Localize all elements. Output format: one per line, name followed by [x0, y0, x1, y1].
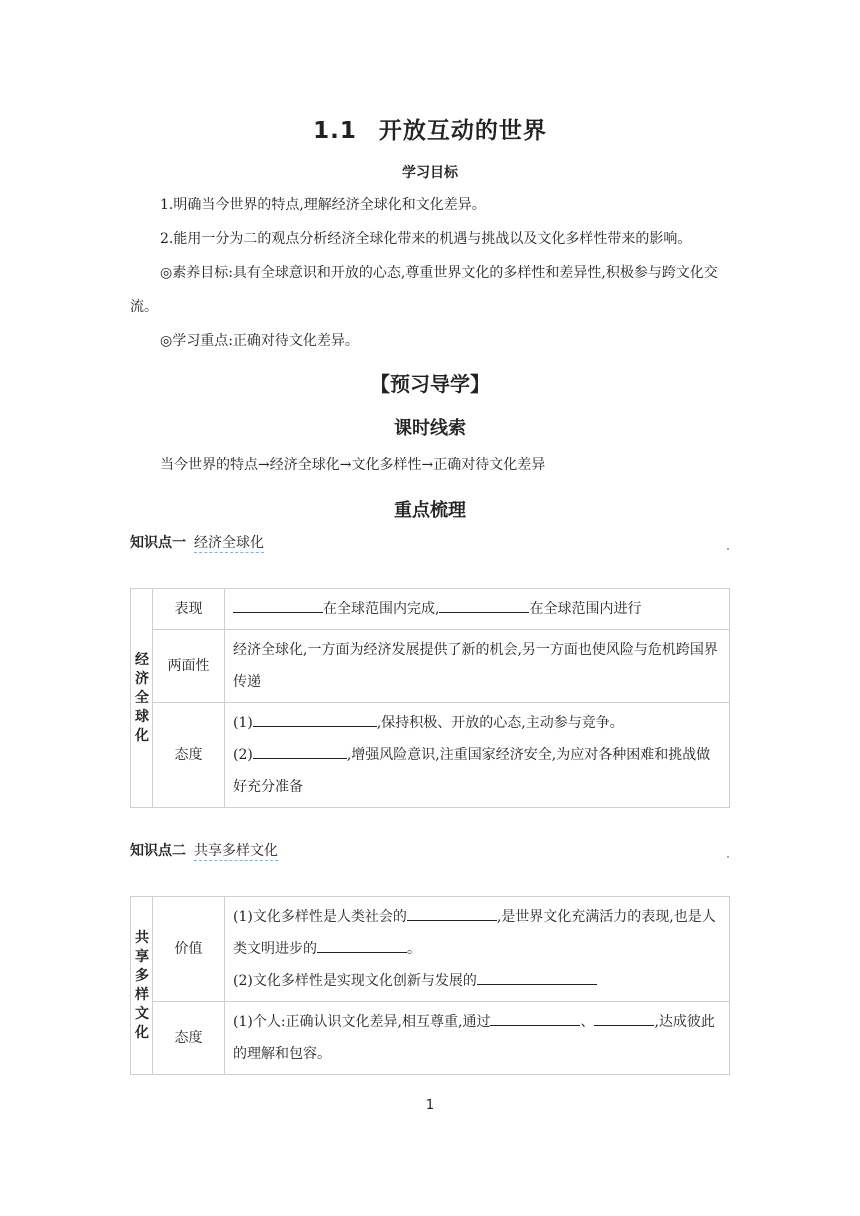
- row-content: 在全球范围内完成, 在全球范围内进行: [225, 589, 730, 630]
- row-content: (1)个人:正确认识文化差异,相互尊重,通过 、 ,达成彼此的理解和包容。: [225, 1002, 730, 1075]
- row-label: 态度: [153, 703, 225, 808]
- fill-blank[interactable]: [477, 968, 597, 985]
- table-row: [131, 1002, 730, 1075]
- goal-2: 2.能用一分为二的观点分析经济全球化带来的机遇与挑战以及文化多样性带来的影响。: [160, 231, 692, 247]
- row-content: 经济全球化,一方面为经济发展提供了新的机会,另一方面也使风险与危机跨国界传递: [225, 630, 730, 703]
- fill-blank[interactable]: [594, 1009, 654, 1026]
- row-label: 价值: [153, 897, 225, 1002]
- goal-1: 1.明确当今世界的特点,理解经济全球化和文化差异。: [160, 197, 486, 213]
- margin-mark: [727, 856, 729, 858]
- fill-blank[interactable]: [233, 596, 323, 613]
- knowledge-point-1: [130, 532, 264, 552]
- kp1-lead: 知识点一: [130, 535, 186, 551]
- fill-blank[interactable]: [317, 936, 407, 953]
- table-row: [131, 589, 730, 630]
- kp2-side-label: 共享多样文化: [131, 897, 153, 1075]
- fill-blank[interactable]: [490, 1009, 580, 1026]
- page-title: [130, 112, 730, 145]
- goal-4: ◎学习重点:正确对待文化差异。: [160, 333, 359, 349]
- kp2-table: [130, 896, 730, 1075]
- row-label: 表现: [153, 589, 225, 630]
- row-content: (1)文化多样性是人类社会的 ,是世界文化充满活力的表现,也是人类文明进步的 。 (2)文化多样性是实现文化创新与发展的: [225, 897, 730, 1002]
- clue-text: 当今世界的特点→经济全球化→文化多样性→正确对待文化差异: [160, 457, 546, 473]
- knowledge-point-2: [130, 840, 278, 860]
- kp1-table: [130, 588, 730, 808]
- goals-heading: 学习目标: [402, 165, 458, 181]
- fill-blank[interactable]: [407, 904, 497, 921]
- table-row: [131, 703, 730, 808]
- title-text: 开放互动的世界: [378, 118, 547, 144]
- key-heading: 重点梳理: [394, 500, 466, 521]
- kp2-topic: 共享多样文化: [194, 843, 278, 859]
- fill-blank[interactable]: [439, 596, 529, 613]
- fill-blank[interactable]: [253, 742, 347, 759]
- table-row: [131, 630, 730, 703]
- row-label: 态度: [153, 1002, 225, 1075]
- fill-blank[interactable]: [253, 710, 377, 727]
- clue-heading: 课时线索: [394, 418, 466, 439]
- kp1-side-label: 经济全球化: [131, 589, 153, 808]
- kp2-lead: 知识点二: [130, 843, 186, 859]
- title-number: 1.1: [313, 118, 357, 144]
- row-label: 两面性: [153, 630, 225, 703]
- page-number: 1: [425, 1098, 435, 1113]
- row-content: (1) ,保持积极、开放的心态,主动参与竞争。 (2) ,增强风险意识,注重国家经济安全,为应对各种困难和挑战做好充分准备: [225, 703, 730, 808]
- margin-mark: [727, 548, 729, 550]
- kp1-topic: 经济全球化: [194, 535, 264, 551]
- goal-3: ◎素养目标:具有全球意识和开放的心态,尊重世界文化的多样性和差异性,积极参与跨文化交流。: [130, 265, 718, 315]
- table-row: [131, 897, 730, 1002]
- section-heading: 【预习导学】: [370, 372, 490, 396]
